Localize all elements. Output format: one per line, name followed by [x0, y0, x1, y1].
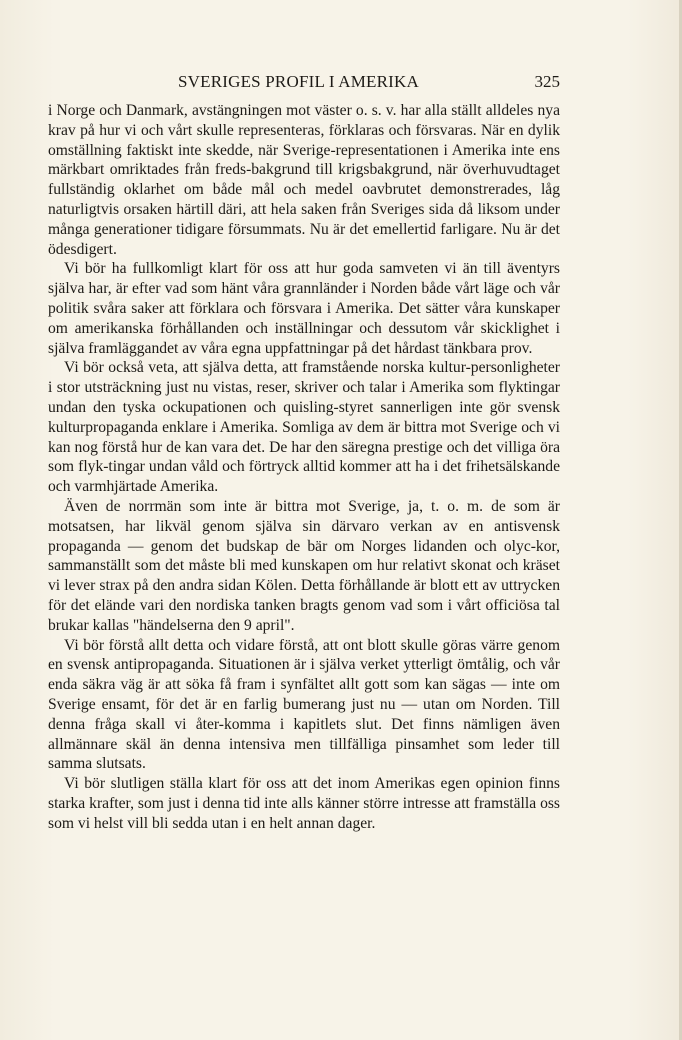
- page-number: 325: [534, 72, 560, 91]
- running-title: SVERIGES PROFIL I AMERIKA: [178, 72, 419, 91]
- paragraph: Vi bör slutligen ställa klart för oss att det inom Amerikas egen opinion finns starka krafter, som just i denna tid inte alls känner större intresse att framställa oss som vi helst vill bli sedda utan i en helt annan dager.: [48, 775, 560, 832]
- paragraph: i Norge och Danmark, avstängningen mot väster o. s. v. har alla ställt alldeles nya krav på hur vi och vårt skulle representeras, förklaras och försvaras. När en dylik omställning faktiskt inte skedde, när Sverige-representationen i Amerika inte ens märkbart omriktades från freds-bakgrund till krigsbakgrund, när överhuvudtaget fullständig oklarhet om både mål och medel oavbrutet demonstrerades, låg naturligtvis orsaken härtill däri, att hela saken från Sveriges sida då liksom under många generationer tidigare försummats. Nu är det emellertid farligare. Nu är det ödesdigert.: [48, 102, 560, 258]
- page-header: [48, 72, 560, 96]
- paragraph: Vi bör också veta, att själva detta, att framstående norska kultur-personligheter i stor utsträckning just nu vistas, reser, skriver och talar i Amerika som flyktingar undan den tyska ockupationen och quisling-styret sannerligen inte gör svensk kulturpropaganda enklare i Amerika. Somliga av dem är bittra mot Sverige och vi kan nog förstå hur de kan vara det. De har den säregna prestige och det villiga öra som flyk-tingar undan våld och förtryck alltid kommer att ha i det frihetsälskande och varmhjärtade Amerika.: [48, 359, 560, 496]
- paragraph: Vi bör ha fullkomligt klart för oss att hur goda samveten vi än till äventyrs själva har, är efter vad som hänt våra grannländer i Norden både vårt läge och vår politik svåra saker att förklara och försvara i Amerika. Det sätter våra kunskaper om amerikanska förhållanden och inställningar och dessutom vår skicklighet i själva framläggandet av våra egna uppfattningar på det hårdast tänkbara prov.: [48, 260, 560, 357]
- paragraph: Vi bör förstå allt detta och vidare förstå, att ont blott skulle göras värre genom en svensk antipropaganda. Situationen är i själva verket ytterligt ömtålig, och vår enda säkra väg är att söka få fram i synfältet allt gott som kan sägas — inte om Sverige ensamt, för det är en farlig bumerang just nu — utan om Norden. Till denna fråga skall vi åter-komma i kapitlets slut. Det finns nämligen även allmännare skäl än denna intensiva men tillfälliga pinsamhet som leder till samma slutsats.: [48, 636, 560, 773]
- body-text: [48, 101, 560, 833]
- paragraph: Även de norrmän som inte är bittra mot Sverige, ja, t. o. m. de som är motsatsen, har likväl genom själva sin därvaro verkan av en antisvensk propaganda — genom det budskap de bär om Norges lidanden och olyc-kor, sammanställt som det måste bli med kunskapen om hur relativt skonat och kräset vi lever strax på den andra sidan Kölen. Detta förhållande är blott ett av uttrycken för det elände vari den nordiska tanken bragts genom vad som i vårt officiösa tal brukar kallas "händelserna den 9 april".: [48, 497, 560, 634]
